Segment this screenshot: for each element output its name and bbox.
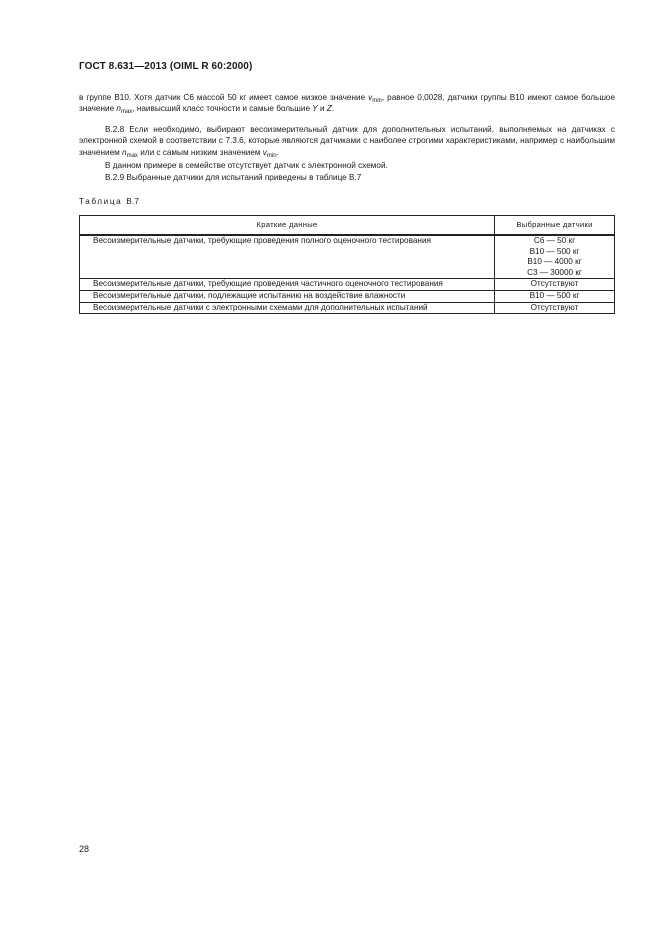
table-header-row bbox=[80, 216, 615, 236]
page-number: 28 bbox=[79, 844, 90, 854]
symbol-z: Z bbox=[326, 104, 332, 114]
subscript-max: max bbox=[126, 152, 138, 159]
paragraph-text: в группе В10. Хотя датчик С6 массой 50 кг имеет самое низкое значение bbox=[79, 93, 369, 102]
paragraph-b2-8 bbox=[79, 124, 615, 158]
cell-line: С6 — 50 кг bbox=[533, 236, 576, 245]
table-cell-description bbox=[80, 279, 495, 291]
cell-text: Весоизмерительные датчики, требующие проведения полного оценочного тестирования bbox=[93, 236, 431, 245]
symbol-y: Y bbox=[312, 104, 318, 114]
paragraph-no-electronic-sensor: В данном примере в семействе отсутствует датчик с электронной схемой. bbox=[105, 161, 388, 170]
paragraph-text: , наивысший класс точности и самые большие bbox=[132, 104, 313, 114]
table-cell-selected bbox=[495, 290, 615, 302]
table-row bbox=[80, 302, 615, 314]
cell-line: Отсутствуют bbox=[530, 279, 579, 289]
table-cell-selected bbox=[495, 302, 615, 314]
subscript-min: min bbox=[372, 98, 382, 104]
paragraph-text: , равное 0,0028, датчики группы В10 имеют самое большое значение bbox=[79, 93, 615, 114]
subscript-max: max bbox=[120, 109, 133, 116]
table-row bbox=[80, 279, 615, 291]
cell-text: Весоизмерительные датчики, требующие проведения частичного оценочного тестирования bbox=[93, 279, 443, 289]
symbol-n: n bbox=[116, 104, 121, 114]
paragraph-text: и bbox=[317, 104, 327, 114]
paragraph-text: . bbox=[276, 147, 279, 157]
symbol-n: n bbox=[122, 147, 127, 157]
column-header-brief-data: Краткие данные bbox=[80, 216, 495, 236]
cell-line: В10 — 500 кг bbox=[529, 290, 580, 300]
cell-line: В10 — 500 кг bbox=[529, 246, 580, 256]
cell-text: Весоизмерительные датчики, подлежащие испытанию на воздействие влажности bbox=[93, 290, 406, 300]
table-caption bbox=[79, 197, 139, 206]
cell-line: Отсутствуют bbox=[530, 302, 579, 312]
table-caption-number: В.7 bbox=[126, 197, 140, 206]
paragraph-b2-9: В.2.9 Выбранные датчики для испытаний приведены в таблице В.7 bbox=[105, 173, 362, 182]
table-cell-selected bbox=[495, 235, 615, 279]
column-header-selected-sensors: Выбранные датчики bbox=[495, 216, 615, 236]
paragraph-b2-7-continuation bbox=[79, 92, 615, 115]
table-row bbox=[80, 235, 615, 279]
subscript-min: min bbox=[266, 152, 277, 159]
table-cell-description bbox=[80, 235, 495, 279]
cell-line: В10 — 4000 кг bbox=[527, 257, 582, 267]
cell-text: Весоизмерительные датчики с электронными схемами для дополнительных испытаний bbox=[93, 302, 428, 312]
table-cell-selected bbox=[495, 279, 615, 291]
symbol-v: v bbox=[262, 147, 267, 157]
table-caption-word: Таблица bbox=[79, 197, 123, 206]
document-header: ГОСТ 8.631—2013 (OIML R 60:2000) bbox=[79, 61, 253, 72]
table-cell-description bbox=[80, 302, 495, 314]
selected-sensors-table bbox=[79, 215, 615, 314]
symbol-v: v bbox=[368, 93, 373, 102]
paragraph-text: . bbox=[331, 104, 335, 114]
cell-line: С3 — 30000 кг bbox=[527, 267, 582, 277]
paragraph-text: или с самым низким значением bbox=[137, 147, 263, 157]
table-row bbox=[80, 290, 615, 302]
paragraph-text: В.2.8 Если необходимо, выбирают весоизмерительный датчик для дополнительных испытаний, выполняемых на датчиках с электронной схемой в соответствии с 7.3.6, которые являются датчиками с наиболее строгими характеристиками, например с наибольшим значением bbox=[79, 125, 615, 157]
table-cell-description bbox=[80, 290, 495, 302]
